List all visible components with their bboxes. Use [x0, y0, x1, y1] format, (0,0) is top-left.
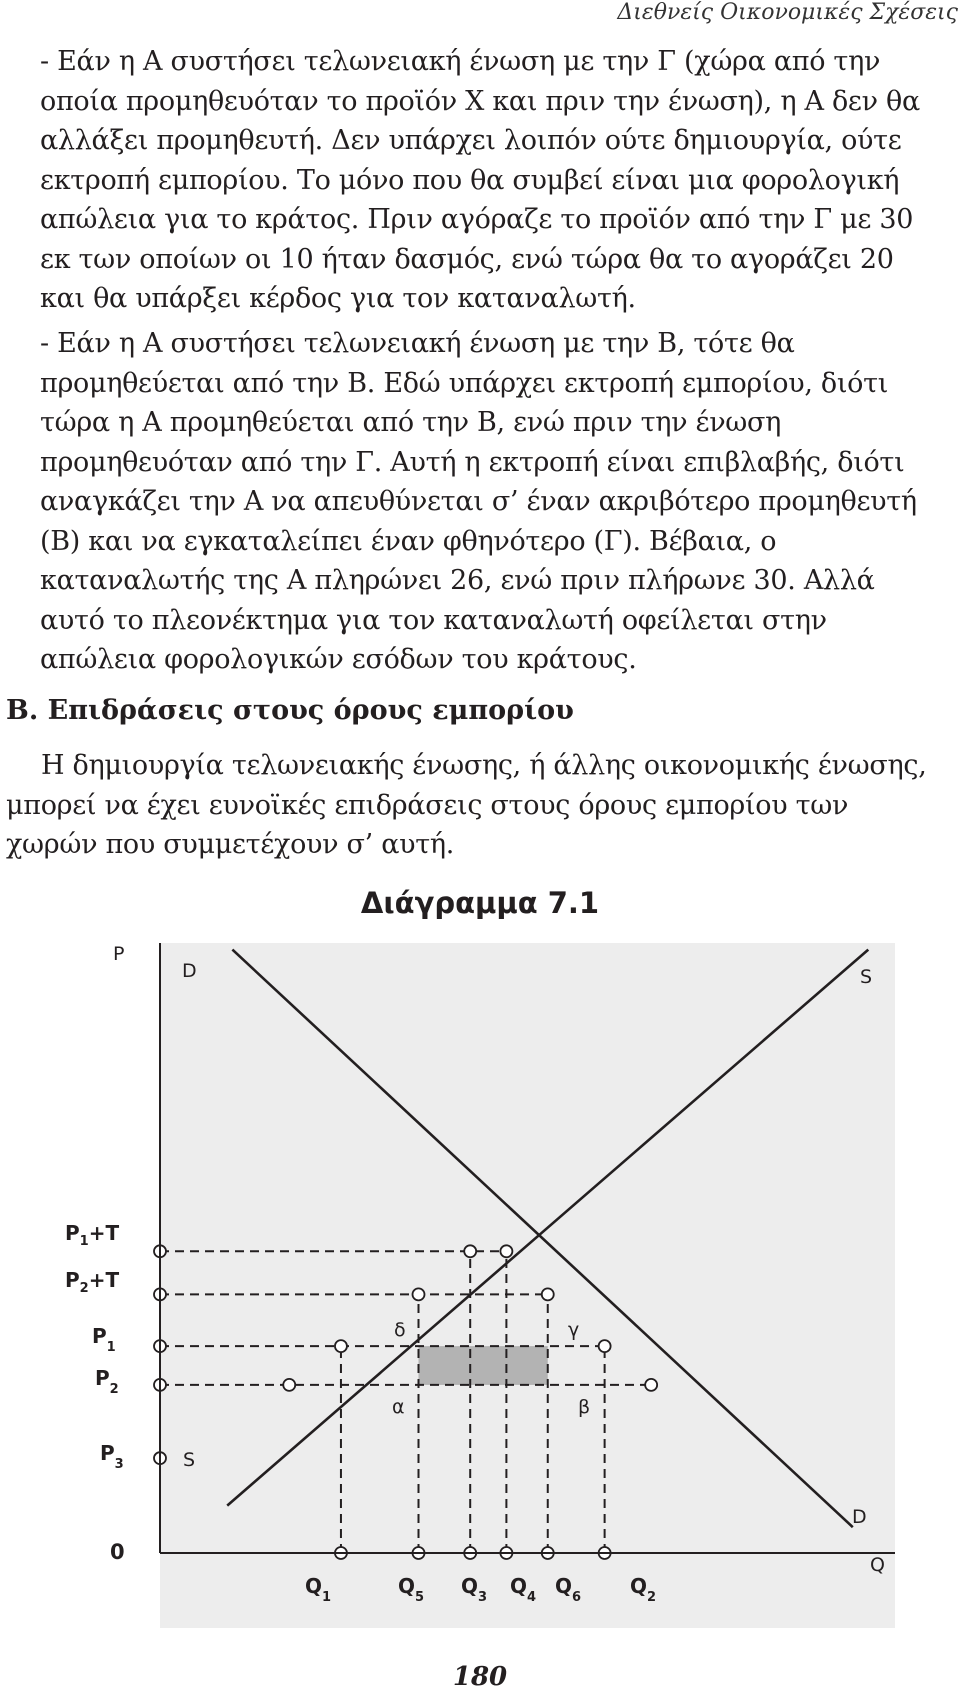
quantity-label-sub: 6: [572, 1590, 582, 1605]
corner-label-beta: β: [578, 1396, 591, 1418]
quantity-label-letter: Q: [630, 1574, 648, 1598]
demand-label-bottom: D: [852, 1506, 867, 1528]
curve-point: [645, 1379, 657, 1391]
supply-label-bottom: S: [183, 1449, 196, 1471]
section-title: Β. Επιδράσεις στους όρους εμπορίου: [6, 695, 574, 726]
curve-point: [335, 1340, 347, 1352]
y-axis-label: P: [113, 943, 125, 965]
curve-point: [599, 1340, 611, 1352]
price-label-sub: 2: [79, 1281, 89, 1296]
svg-text:P1: [92, 1324, 116, 1355]
diagram-7-1: [0, 925, 960, 1645]
quantity-label-sub: 1: [322, 1590, 332, 1605]
demand-label-top: D: [182, 960, 197, 982]
price-label-p2-plus-t: [65, 1268, 119, 1296]
origin-label: 0: [110, 1540, 125, 1564]
price-label-letter: P: [65, 1221, 80, 1245]
price-label-suffix: +T: [88, 1221, 120, 1245]
price-label-letter: P: [95, 1366, 110, 1390]
curve-point: [413, 1288, 425, 1300]
curve-point: [464, 1245, 476, 1257]
price-label-p2: [95, 1366, 119, 1397]
quantity-label-letter: Q: [305, 1574, 323, 1598]
svg-text:P2+T: [65, 1268, 119, 1296]
curve-point: [500, 1245, 512, 1257]
quantity-label-sub: 5: [415, 1590, 425, 1605]
shaded-area: [419, 1346, 548, 1385]
figure-title: Διάγραμμα 7.1: [360, 886, 600, 920]
quantity-label-letter: Q: [461, 1574, 479, 1598]
price-label-letter: P: [65, 1268, 80, 1292]
quantity-label-sub: 4: [527, 1590, 537, 1605]
price-label-p3: [100, 1441, 124, 1472]
paragraph-1: - Εάν η Α συστήσει τελωνειακή ένωση με την Γ (χώρα από την οποία προμηθευόταν το προϊόν Χ και πριν την ένωση), η Α δεν θα αλλάξει προμηθευτή. Δεν υπάρχει λοιπόν ούτε δημιουργία, ούτε εκτροπή εμπορίου. Το μόνο που θα συμβεί είναι μια φορολογική απώλεια για το κράτος. Πριν αγόραζε το προϊόν από την Γ με 30 εκ των οποίων οι 10 ήταν δασμός, ενώ τώρα θα το αγοράζει 20 και θα υπάρξει κέρδος για τον καταναλωτή.: [40, 46, 920, 314]
quantity-label-sub: 2: [647, 1590, 657, 1605]
page-number: 180: [452, 1662, 508, 1692]
curve-point: [283, 1379, 295, 1391]
quantity-label-letter: Q: [398, 1574, 416, 1598]
paragraph-3: Η δημιουργία τελωνειακής ένωσης, ή άλλης οικονομικής ένωσης, μπορεί να έχει ευνοϊκές επιδράσεις στους όρους εμπορίου των χωρών που συμμετέχουν σ’ αυτή.: [6, 750, 927, 860]
curve-point: [542, 1288, 554, 1300]
quantity-label-letter: Q: [555, 1574, 573, 1598]
price-label-letter: P: [92, 1324, 107, 1348]
supply-label-top: S: [860, 966, 873, 988]
price-label-sub: 1: [79, 1234, 89, 1249]
corner-label-delta: δ: [394, 1319, 406, 1341]
price-label-p1-plus-t: [65, 1221, 119, 1249]
running-header: Διεθνείς Οικονομικές Σχέσεις: [617, 0, 958, 25]
price-label-sub: 3: [114, 1457, 124, 1472]
svg-text:P3: [100, 1441, 124, 1472]
price-label-letter: P: [100, 1441, 115, 1465]
price-label-sub: 1: [106, 1340, 116, 1355]
x-axis-label: Q: [870, 1554, 885, 1576]
chart-background: [160, 943, 895, 1628]
paragraph-2: - Εάν η Α συστήσει τελωνειακή ένωση με την Β, τότε θα προμηθεύεται από την Β. Εδώ υπάρχει εκτροπή εμπορίου, διότι τώρα η Α προμηθεύεται από την Β, ενώ πριν την ένωση προμηθευόταν από την Γ. Αυτή η εκτροπή είναι επιβλαβής, διότι αναγκάζει την Α να απευθύνεται σ’ έναν ακριβότερο προμηθευτή (Β) και να εγκαταλείπει έναν φθηνότερο (Γ). Βέβαια, ο καταναλωτής της Α πληρώνει 26, ενώ πριν πλήρωνε 30. Αλλά αυτό το πλεονέκτημα για τον καταναλωτή οφείλεται στην απώλεια φορολογικών εσόδων του κράτους.: [40, 328, 917, 675]
svg-text:P2: [95, 1366, 119, 1397]
corner-label-alpha: α: [392, 1396, 405, 1418]
quantity-label-letter: Q: [510, 1574, 528, 1598]
svg-text:P1+T: [65, 1221, 119, 1249]
price-label-p1: [92, 1324, 116, 1355]
price-label-sub: 2: [109, 1382, 119, 1397]
corner-label-gamma: γ: [568, 1319, 580, 1341]
quantity-label-sub: 3: [478, 1590, 488, 1605]
price-label-suffix: +T: [88, 1268, 120, 1292]
